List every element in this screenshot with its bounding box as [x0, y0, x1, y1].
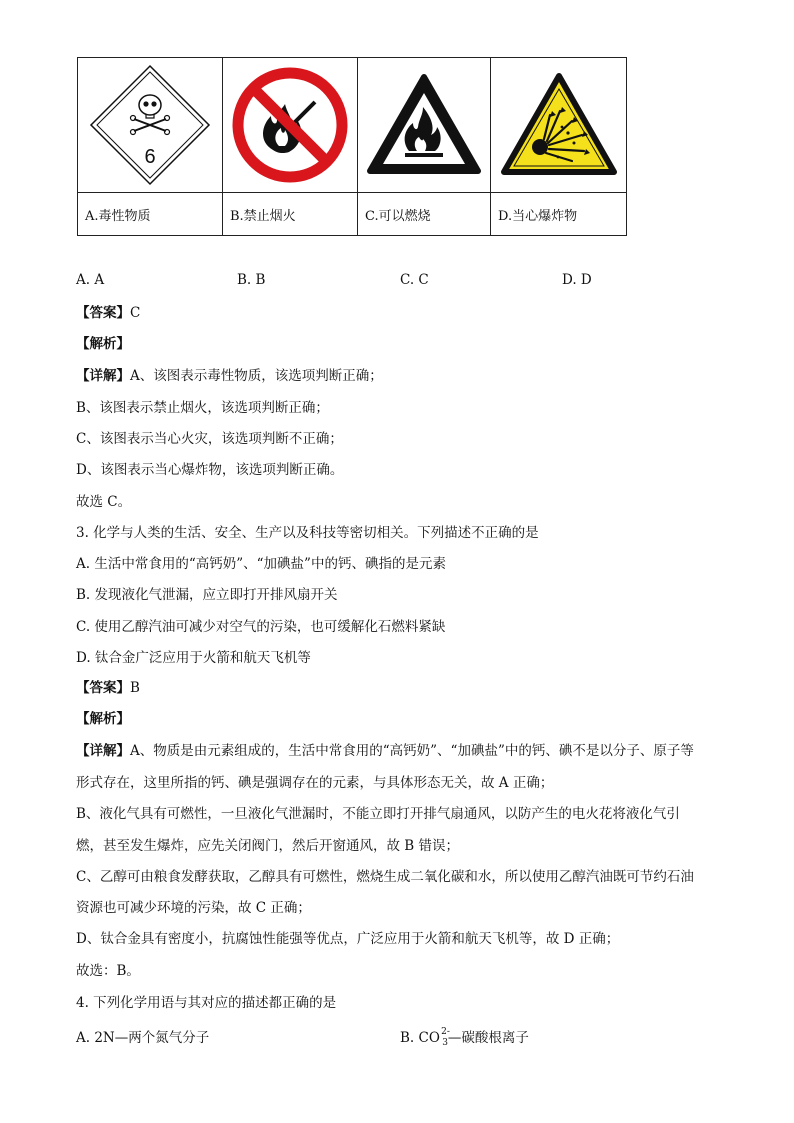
no-fire-icon — [231, 66, 349, 184]
q3-option-d: D. 钛合金广泛应用于火箭和航天飞机等 — [76, 650, 311, 666]
q2-option-b: B. B — [237, 272, 266, 288]
q4-option-b: B. CO 2- 3 —碳酸根离子 — [400, 1027, 529, 1048]
q3-detail-line: 燃，甚至发生爆炸，应先关闭阀门，然后开窗通风，故 B 错误； — [76, 838, 460, 854]
q3-conclusion: 故选：B。 — [76, 963, 140, 979]
q3-detail-line: 形式存在，这里所指的钙、碘是强调存在的元素，与具体形态无关，故 A 正确； — [76, 775, 554, 791]
sign-label-d: D.当心爆炸物 — [491, 193, 627, 236]
sign-cell-toxic — [78, 58, 223, 193]
sign-label-a: A.毒性物质 — [78, 193, 223, 236]
sign-cell-explosive — [491, 58, 627, 193]
flammable-icon — [365, 71, 483, 179]
q2-detail-line: D、该图表示当心爆炸物，该选项判断正确。 — [76, 462, 344, 478]
q3-answer: 【答案】B — [76, 680, 140, 696]
q4-stem: 4. 下列化学用语与其对应的描述都正确的是 — [76, 995, 337, 1011]
q2-option-a: A. A — [76, 272, 105, 288]
q3-detail-line: 【详解】A、物质是由元素组成的，生活中常食用的“高钙奶”、“加碘盐”中的钙、碘不是以分子、原子等 — [76, 743, 694, 759]
q3-option-b: B. 发现液化气泄漏，应立即打开排风扇开关 — [76, 587, 338, 603]
q2-conclusion: 故选 C。 — [76, 494, 132, 510]
q3-detail-line: C、乙醇可由粮食发酵获取，乙醇具有可燃性，燃烧生成二氧化碳和水，所以使用乙醇汽油既可节约石油 — [76, 869, 694, 885]
toxic-diamond-icon — [88, 63, 212, 187]
q2-detail-line: 【详解】A、该图表示毒性物质，该选项判断正确； — [76, 368, 383, 384]
q3-detail-line: D、钛合金具有密度小，抗腐蚀性能强等优点，广泛应用于火箭和航天飞机等，故 D 正确； — [76, 931, 620, 947]
q2-option-c: C. C — [400, 272, 429, 288]
q2-detail-line: B、该图表示禁止烟火，该选项判断正确； — [76, 400, 329, 416]
sign-cell-no-fire — [223, 58, 358, 193]
q3-detail-line: B、液化气具有可燃性，一旦液化气泄漏时，不能立即打开排气扇通风，以防产生的电火花将液化气引 — [76, 806, 680, 822]
safety-sign-table — [77, 57, 627, 236]
answer-value: C — [130, 305, 141, 321]
sign-label-b: B.禁止烟火 — [223, 193, 358, 236]
q2-detail-line: C、该图表示当心火灾，该选项判断不正确； — [76, 431, 343, 447]
sign-cell-flammable — [358, 58, 491, 193]
q2-option-d: D. D — [562, 272, 592, 288]
q3-detail-line: 资源也可减少环境的污染，故 C 正确； — [76, 900, 311, 916]
q3-stem: 3. 化学与人类的生活、安全、生产以及科技等密切相关。下列描述不正确的是 — [76, 525, 539, 541]
carbonate-formula: CO 2- 3 — [418, 1027, 450, 1048]
explosive-icon — [500, 71, 618, 179]
q2-answer — [76, 303, 140, 323]
toxic-class-number: 6 — [144, 146, 156, 168]
q4-option-a: A. 2N—两个氮气分子 — [76, 1030, 210, 1046]
detail-tag: 【详解】 — [76, 368, 130, 384]
q3-analysis-tag: 【解析】 — [76, 711, 130, 727]
sign-label-c: C.可以燃烧 — [358, 193, 491, 236]
q2-analysis-tag: 【解析】 — [76, 336, 130, 352]
q3-option-c: C. 使用乙醇汽油可减少对空气的污染，也可缓解化石燃料紧缺 — [76, 619, 446, 635]
q3-option-a: A. 生活中常食用的“高钙奶”、“加碘盐”中的钙、碘指的是元素 — [76, 556, 446, 572]
answer-tag: 【答案】 — [76, 305, 130, 321]
